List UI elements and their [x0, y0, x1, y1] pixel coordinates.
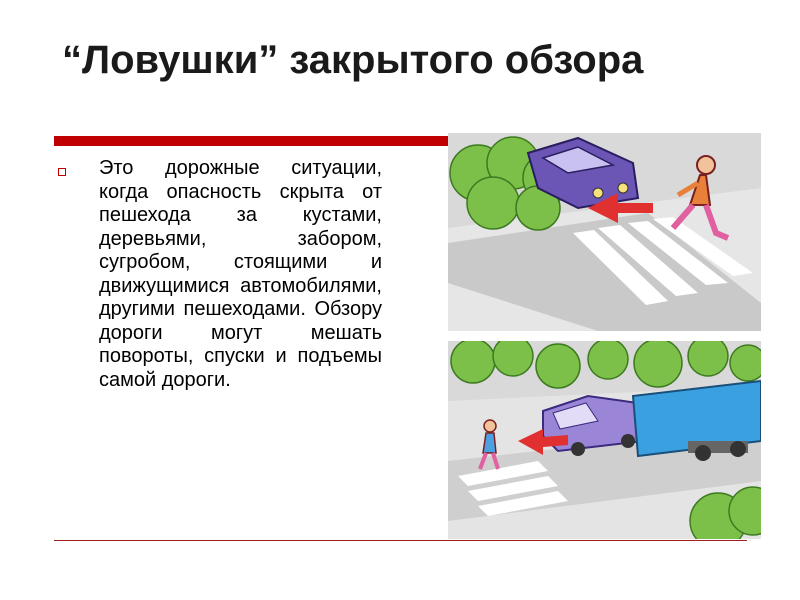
accent-bar [54, 136, 449, 146]
slide-title: “Ловушки” закрытого обзора [62, 38, 644, 82]
illustration-truck-blocking-view [448, 341, 761, 539]
body-paragraph: Это дорожные ситуации, когда опасность скрыта от пешехода за кустами, деревьями, забором, сугробом, стоящими и движущимися автомобилями, другими пешеходами. Обзору дороги могут мешать повороты, спуски и подъемы самой дороги. [99, 157, 382, 391]
hollow-square-bullet-icon [58, 168, 66, 176]
footer-divider [54, 540, 747, 541]
illustration-car-behind-bushes [448, 133, 761, 331]
